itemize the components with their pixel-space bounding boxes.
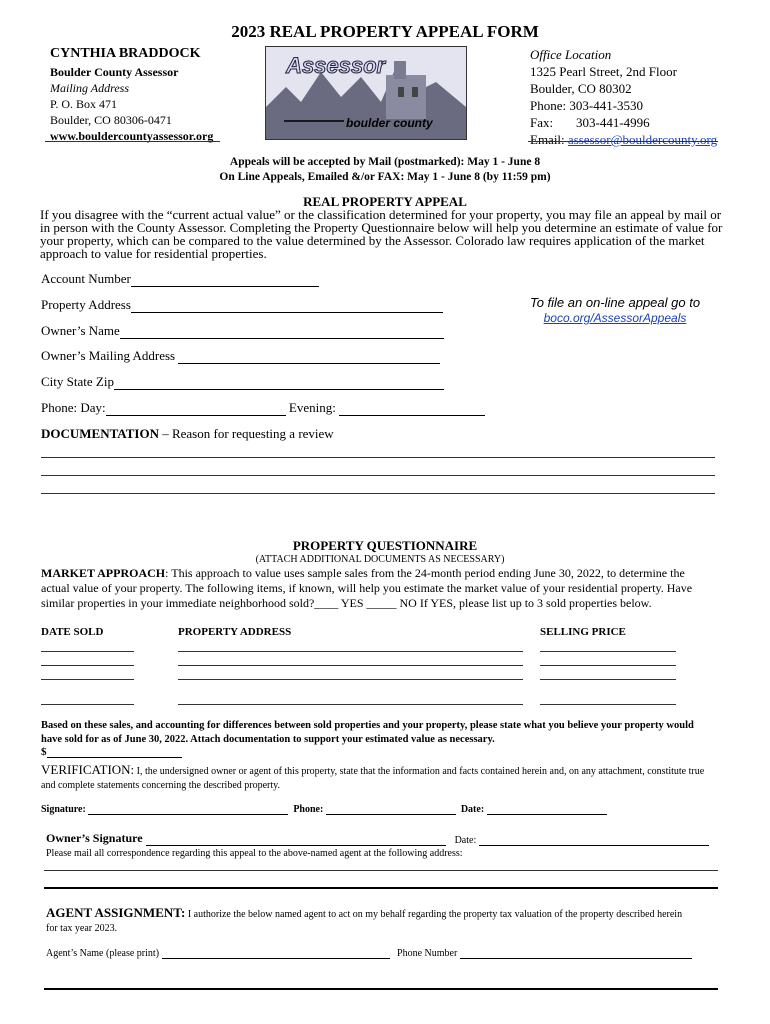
property-address-line[interactable] — [131, 300, 443, 313]
account-line[interactable] — [131, 274, 319, 287]
sale3-price-line[interactable] — [540, 679, 676, 680]
sale2-price-line[interactable] — [540, 665, 676, 666]
sale1-date-line[interactable] — [41, 651, 134, 652]
phone-label: Phone: — [530, 98, 567, 113]
fax-label: Fax: — [530, 115, 554, 130]
sig-phone-label: Phone: — [293, 804, 324, 815]
documentation-line-3[interactable] — [41, 493, 715, 494]
online-appeal — [520, 295, 710, 325]
logo-word-county: boulder county — [346, 116, 433, 130]
signature-label: Signature: — [41, 804, 86, 815]
fax-value: 303-441-4996 — [576, 115, 650, 130]
verification — [41, 763, 707, 793]
agent-assignment — [46, 906, 696, 936]
header-divider-right — [528, 141, 718, 142]
appeals-online: On Line Appeals, Emailed &/or FAX: May 1 - June 8 (by 11:59 pm) — [219, 171, 551, 183]
property-address-label: Property Address — [41, 297, 131, 312]
phone-day-label: Phone: Day: — [41, 400, 106, 415]
phone-evening-line[interactable] — [339, 403, 485, 416]
assessor-info — [50, 46, 213, 144]
owner-name-label: Owner’s Name — [41, 323, 120, 338]
agent-address-line[interactable] — [44, 870, 718, 871]
city-state-zip-label: City State Zip — [41, 374, 114, 389]
market-approach — [41, 566, 709, 611]
owner-date-label: Date: — [454, 835, 477, 846]
office-street: 1325 Pearl Street, 2nd Floor — [530, 64, 677, 79]
appeals-mail: Appeals will be accepted by Mail (postmarked): May 1 - June 8 — [229, 156, 541, 168]
account-label: Account Number — [41, 271, 131, 286]
documentation-line-1[interactable] — [41, 457, 715, 458]
market-label: MARKET APPROACH — [41, 566, 166, 580]
city-state-zip-line[interactable] — [114, 377, 444, 390]
phone-field[interactable] — [41, 400, 485, 416]
email-label: Email: — [530, 132, 565, 147]
mailing-address-line[interactable] — [178, 351, 440, 364]
agent-phone-label: Phone Number — [397, 948, 458, 959]
documentation-line-2[interactable] — [41, 475, 715, 476]
assessor-office: Boulder County Assessor — [50, 65, 179, 79]
form-title: 2023 REAL PROPERTY APPEAL FORM — [231, 22, 539, 41]
phone-evening-label: Evening: — [288, 400, 336, 415]
agent-label: AGENT ASSIGNMENT: — [46, 905, 186, 920]
phone-day-line[interactable] — [106, 403, 286, 416]
city-state-zip-field[interactable] — [41, 374, 444, 390]
assessor-logo — [265, 46, 467, 140]
property-address-field[interactable] — [41, 297, 443, 313]
mail-note: Please mail all correspondence regarding this appeal to the above-named agent at the following address: — [46, 848, 463, 859]
agent-text: I authorize the below named agent to act on my behalf regarding the property tax valuation of the property described herein for tax year 2023. — [46, 909, 683, 934]
verification-label: VERIFICATION: — [41, 762, 135, 777]
owner-date-line[interactable] — [479, 835, 709, 846]
sig-phone-line[interactable] — [326, 805, 456, 815]
estimated-value-line[interactable] — [47, 747, 182, 758]
logo-word-assessor: Assessor — [286, 53, 386, 78]
agent-row — [46, 948, 692, 959]
sig-date-line[interactable] — [487, 805, 607, 815]
mailing-label: Mailing Address — [50, 81, 130, 95]
sale3-date-line[interactable] — [41, 679, 134, 680]
website-link[interactable]: www.bouldercountyassessor.org — [50, 129, 214, 143]
owner-signature-line[interactable] — [146, 835, 446, 846]
bottom-divider — [44, 988, 718, 990]
sale1-price-line[interactable] — [540, 651, 676, 652]
email-link[interactable]: assessor@bouldercounty.org — [567, 132, 718, 147]
col-selling-price: SELLING PRICE — [540, 626, 626, 638]
real-property-heading: REAL PROPERTY APPEAL — [303, 194, 467, 209]
estimated-value-field[interactable] — [41, 746, 182, 758]
sale2-date-line[interactable] — [41, 665, 134, 666]
owner-name-line[interactable] — [120, 326, 444, 339]
account-number-field[interactable] — [41, 271, 319, 287]
section-divider — [44, 887, 718, 889]
owner-signature-row — [46, 831, 709, 846]
agent-name-line[interactable] — [162, 949, 390, 959]
owner-signature-label: Owner’s Signature — [46, 831, 143, 845]
office-location — [530, 46, 717, 148]
mailing-address-field[interactable] — [41, 348, 440, 364]
documentation-label: DOCUMENTATION — [41, 426, 159, 441]
signature-row — [41, 804, 607, 815]
col-property-address: PROPERTY ADDRESS — [178, 626, 292, 638]
online-appeal-link[interactable]: boco.org/AssessorAppeals — [543, 311, 687, 325]
market-text: : This approach to value uses sample sales from the 24-month period ending June 30, 2022, to determine the actual value of your property. The following items, if known, will help you estimate the market value of your residential property. Have similar properties in your immediate neighborhood sold?____ YES _____ NO If YES, please list up to 3 sold properties below. — [41, 566, 693, 610]
appeals-dates — [0, 155, 770, 185]
phone-value: 303-441-3530 — [569, 98, 644, 113]
owner-name-field[interactable] — [41, 323, 444, 339]
questionnaire-subheading: (ATTACH ADDITIONAL DOCUMENTS AS NECESSARY) — [255, 554, 505, 565]
po-box: P. O. Box 471 — [50, 97, 118, 111]
sale2-address-line[interactable] — [178, 665, 523, 666]
documentation — [41, 426, 334, 442]
sale3-address-line[interactable] — [178, 679, 523, 680]
verification-text: I, the undersigned owner or agent of this property, state that the information and facts contained herein and, on any attachment, constitute true and complete statements concerning the described property. — [41, 766, 705, 791]
sale4-date-line[interactable] — [41, 704, 134, 705]
dollar-sign: $ — [41, 746, 47, 758]
real-property-intro: If you disagree with the “current actual value” or the classification determined for your property, you may file an appeal by mail or in person with the County Assessor. Completing the Property Questionnaire below will help you determine an estimate of value for your property, which can be compared to the value determined by the Assessor. Colorado law requires application of the market approach to value for residential properties. — [40, 207, 723, 261]
signature-line[interactable] — [88, 805, 288, 815]
office-city: Boulder, CO 80302 — [530, 81, 632, 96]
sig-date-label: Date: — [460, 804, 485, 815]
header-divider-left — [45, 141, 220, 142]
sale1-address-line[interactable] — [178, 651, 523, 652]
agent-name-label: Agent’s Name (please print) — [46, 948, 160, 959]
based-on-sales: Based on these sales, and accounting for differences between sold properties and your property, please state what you believe your property would have sold for as of June 30, 2022. Attach documentation to support your estimated value as necessary. — [41, 720, 694, 745]
agent-phone-line[interactable] — [460, 949, 692, 959]
logo-graphic — [266, 47, 466, 139]
documentation-text: – Reason for requesting a review — [158, 426, 334, 441]
office-email — [530, 131, 717, 148]
office-fax — [530, 114, 717, 131]
assessor-name: CYNTHIA BRADDOCK — [50, 46, 201, 61]
mailing-address-label: Owner’s Mailing Address — [41, 348, 176, 363]
office-label: Office Location — [530, 47, 612, 62]
sale4-price-line[interactable] — [540, 704, 676, 705]
office-phone — [530, 97, 717, 114]
col-date-sold: DATE SOLD — [41, 626, 104, 638]
sale4-address-line[interactable] — [178, 704, 523, 705]
mailing-city: Boulder, CO 80306-0471 — [50, 113, 172, 127]
questionnaire-heading: PROPERTY QUESTIONNAIRE — [292, 538, 478, 553]
online-text: To file an on-line appeal go to — [529, 295, 701, 310]
